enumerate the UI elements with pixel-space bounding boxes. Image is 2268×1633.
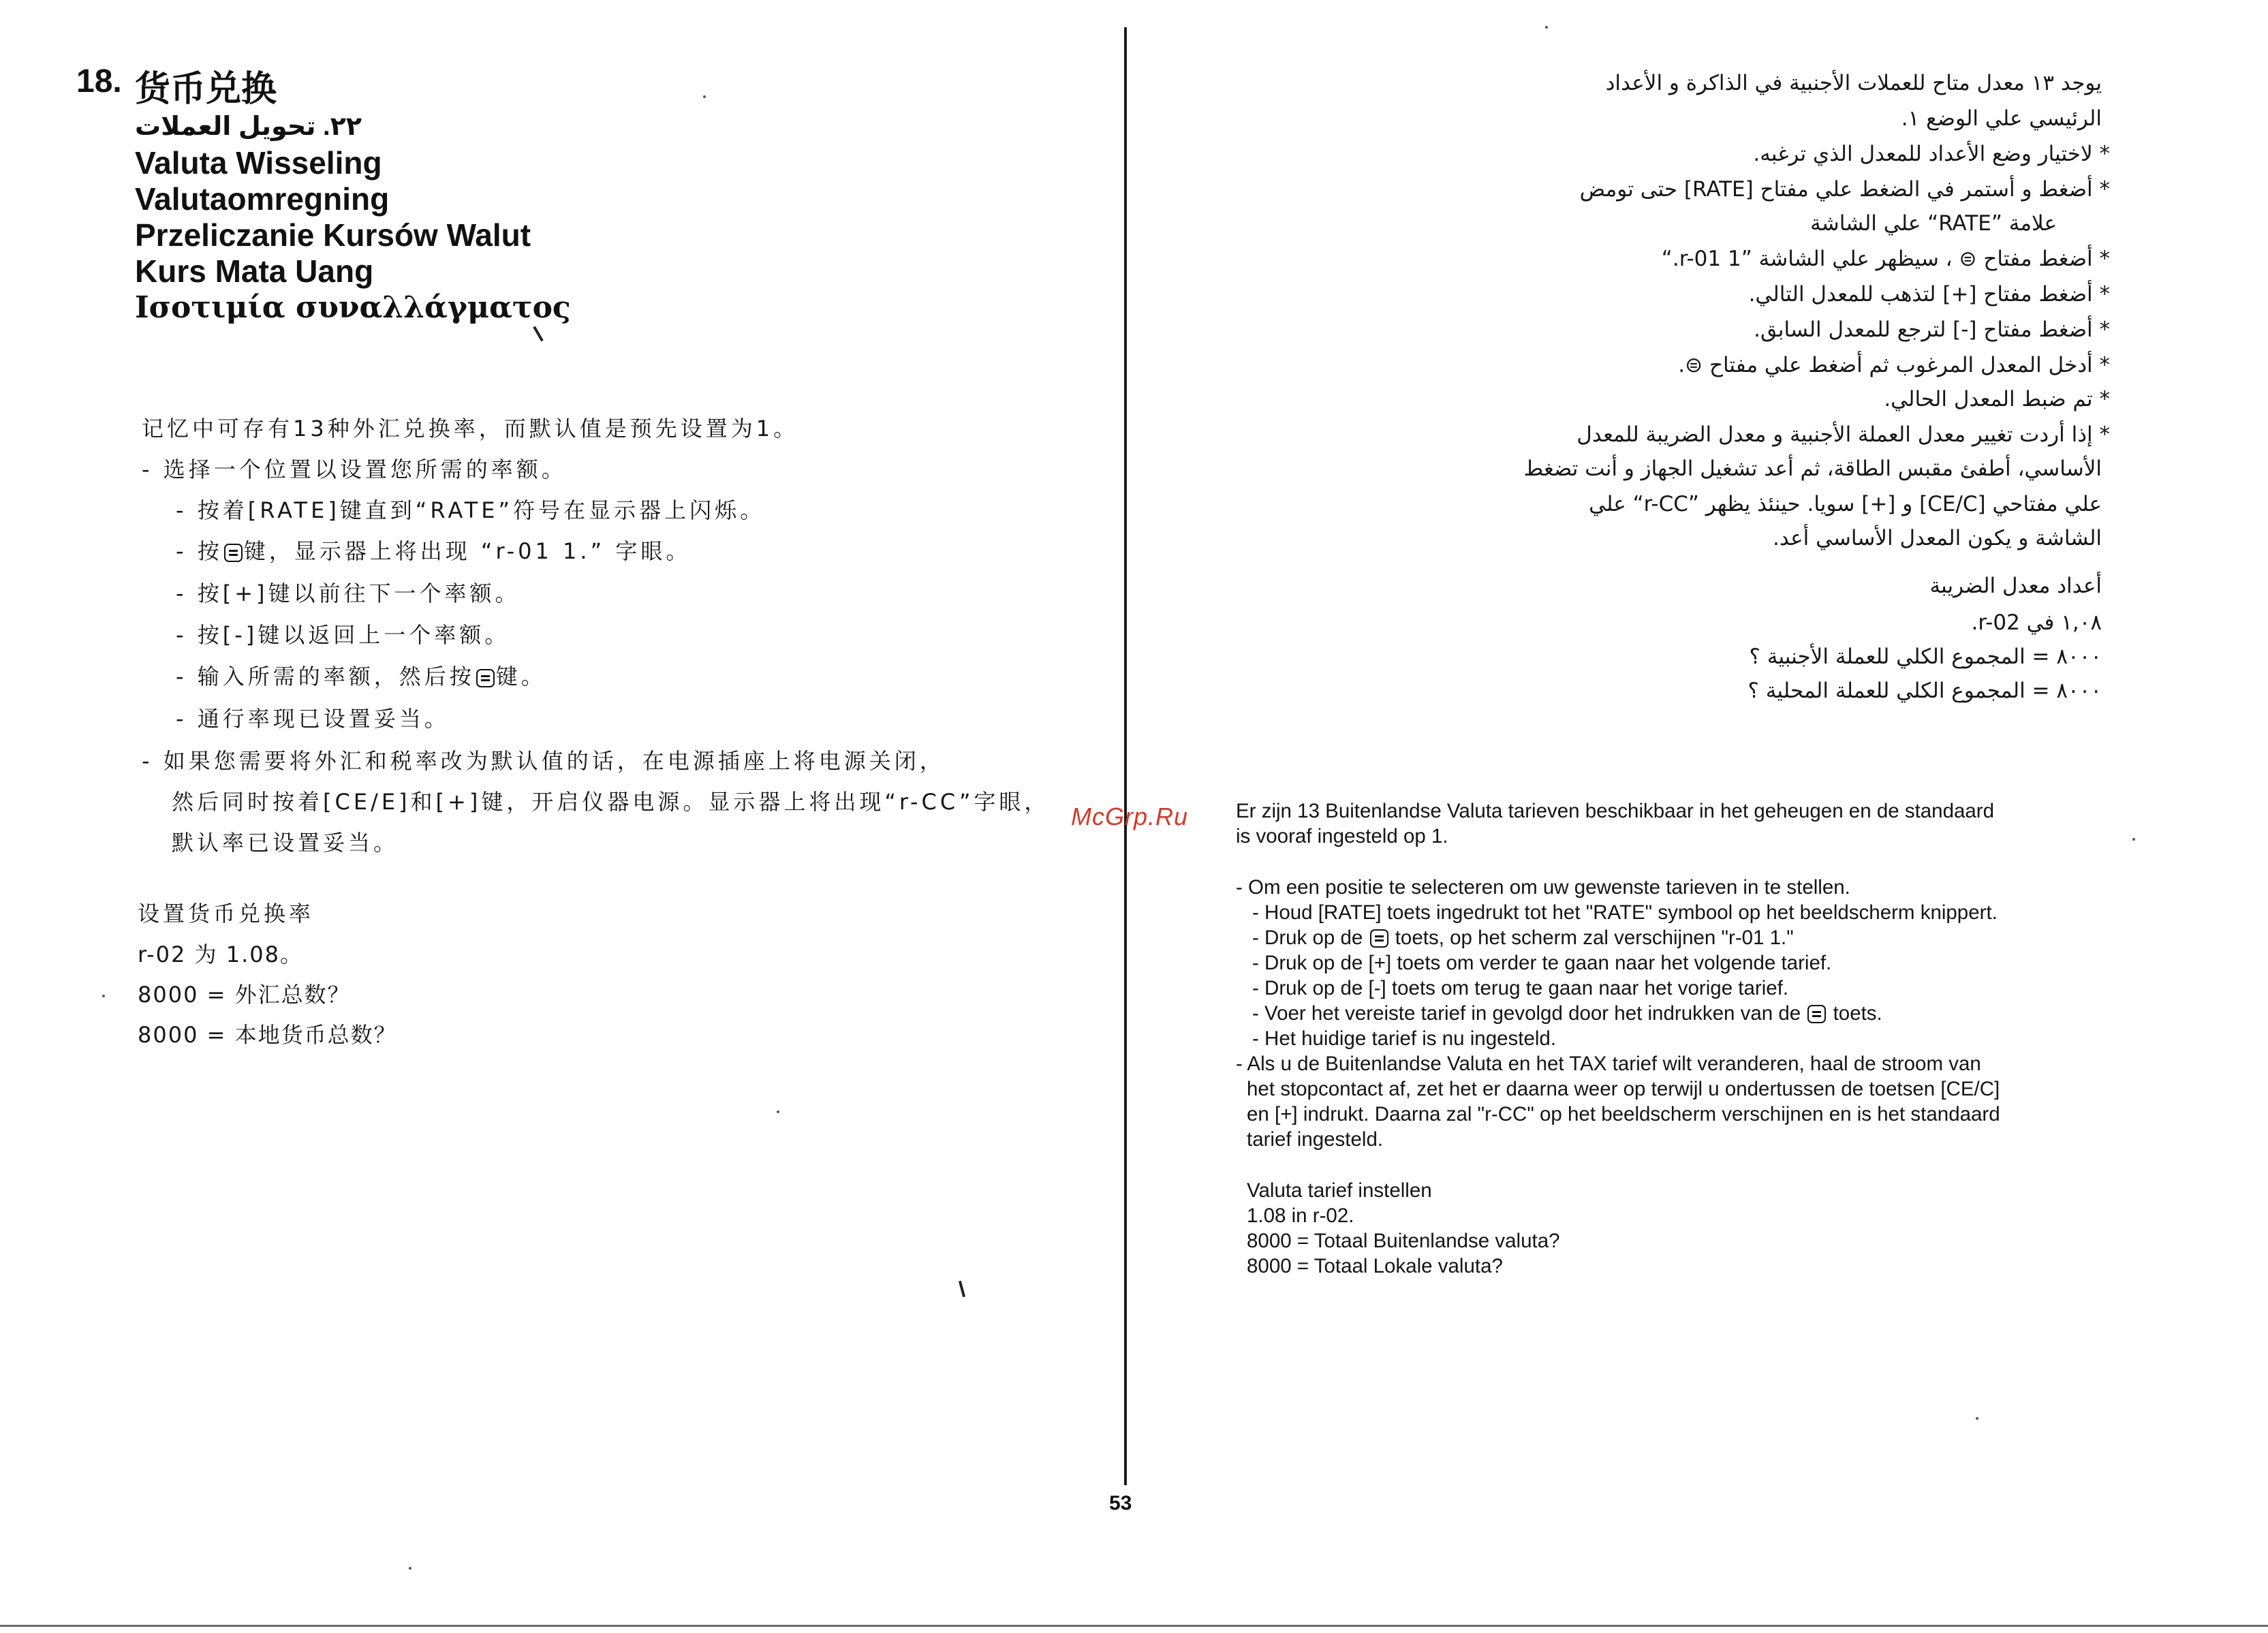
nl-line-13: tarief ingesteld. bbox=[1247, 1128, 1384, 1151]
nl-line-10: - Als u de Buitenlandse Valuta en het TAX tarief wilt veranderen, haal de stroom van bbox=[1236, 1053, 1981, 1075]
nl-line-6: - Druk op de [+] toets om verder te gaan naar het volgende tarief. bbox=[1252, 952, 1832, 974]
scan-bottom-edge bbox=[0, 1625, 2268, 1627]
zh-step-1: - 按着[RATE]键直到“RATE”符号在显示器上闪烁。 bbox=[176, 497, 766, 523]
scan-speck bbox=[777, 1110, 779, 1113]
nl-line-8-b: toets. bbox=[1833, 1002, 1882, 1025]
scan-speck bbox=[102, 995, 105, 997]
nl-line-5-a: - Druk op de bbox=[1252, 927, 1363, 949]
ar-line-13: علي مفتاحي [CE/C] و [+] سويا. حينئذ يظهر ”r-CC“ علي bbox=[1589, 492, 2102, 516]
zh-example-3: 8000 = 本地货币总数？ bbox=[138, 1022, 397, 1048]
scan-speck bbox=[703, 95, 706, 98]
ar-line-10: * تم ضبط المعدل الحالي. bbox=[1884, 387, 2110, 411]
nl-line-12: en [+] indrukt. Daarna zal "r-CC" op het beeldscherm verschijnen en is het standaard bbox=[1247, 1103, 2000, 1125]
zh-select: - 选择一个位置以设置您所需的率额。 bbox=[142, 456, 567, 482]
section-title-pl: Przeliczanie Kursów Walut bbox=[135, 217, 531, 253]
watermark: McGrp.Ru bbox=[1071, 803, 1189, 830]
ar-line-6: * أضغط مفتاح ⊜ ، سيظهر علي الشاشة ”r-01 1.“ bbox=[1661, 247, 2110, 271]
section-title-zh: 货币兑换 bbox=[135, 69, 277, 110]
equals-key-icon bbox=[224, 544, 243, 562]
ar-line-11: * إذا أردت تغيير معدل العملة الأجنبية و معدل الضريبة للمعدل bbox=[1576, 422, 2110, 447]
ar-line-1: يوجد ١٣ معدل متاح للعملات الأجنبية في الذاكرة و الأعداد bbox=[1605, 71, 2102, 95]
section-title-el: Ισοτιμία συναλλάγματος bbox=[135, 290, 571, 325]
page-divider bbox=[1124, 27, 1127, 1485]
scan-mark bbox=[533, 326, 543, 342]
equals-key-icon bbox=[1807, 1005, 1826, 1023]
nl-line-1: Er zijn 13 Buitenlandse Valuta tarieven beschikbaar in het geheugen en de standaard bbox=[1236, 800, 1995, 822]
ar-line-2: الرئيسي علي الوضع ١. bbox=[1901, 106, 2102, 131]
section-number: 18. bbox=[76, 63, 122, 99]
nl-line-16: 8000 = Totaal Buitenlandse valuta? bbox=[1247, 1230, 1560, 1252]
nl-line-4: - Houd [RATE] toets ingedrukt tot het "RATE" symbool op het beeldscherm knippert. bbox=[1252, 901, 1998, 924]
zh-step-5-a: - 输入所需的率额，然后按 bbox=[176, 664, 475, 689]
zh-example-title: 设置货币兑换率 bbox=[138, 901, 315, 927]
ar-line-3: * لاختيار وضع الأعداد للمعدل الذي ترغبه. bbox=[1753, 142, 2110, 166]
zh-reset-1: - 如果您需要将外汇和税率改为默认值的话，在电源插座上将电源关闭， bbox=[142, 748, 945, 774]
scan-mark bbox=[959, 1281, 965, 1297]
ar-line-14: الشاشة و يكون المعدل الأساسي أعد. bbox=[1772, 526, 2102, 550]
section-title-ar: ٢٢. تحويل العملات bbox=[135, 112, 362, 141]
nl-line-9: - Het huidige tarief is nu ingesteld. bbox=[1252, 1027, 1557, 1050]
nl-line-8-a: - Voer het vereiste tarief in gevolgd door het indrukken van de bbox=[1252, 1002, 1801, 1025]
ar-line-16: ١,٠٨ في r-02. bbox=[1971, 610, 2102, 635]
zh-step-5-b: 键。 bbox=[495, 664, 546, 689]
zh-example-1: r-02 为 1.08。 bbox=[138, 942, 303, 967]
zh-example-2: 8000 = 外汇总数？ bbox=[138, 982, 351, 1008]
nl-line-17: 8000 = Totaal Lokale valuta? bbox=[1247, 1255, 1503, 1277]
zh-step-2-a: - 按 bbox=[176, 538, 223, 564]
nl-line-7: - Druk op de [-] toets om terug te gaan naar het vorige tarief. bbox=[1252, 977, 1789, 999]
ar-line-9: * أدخل المعدل المرغوب ثم أضغط علي مفتاح ⊜. bbox=[1678, 353, 2110, 377]
nl-line-5 bbox=[1252, 927, 1794, 950]
zh-reset-3: 默认率已设置妥当。 bbox=[172, 830, 399, 856]
nl-line-14: Valuta tarief instellen bbox=[1247, 1179, 1432, 1202]
zh-step-4: - 按[-]键以返回上一个率额。 bbox=[176, 622, 510, 648]
nl-line-2: is vooraf ingesteld op 1. bbox=[1236, 825, 1448, 847]
nl-line-3: - Om een positie te selecteren om uw gewenste tarieven in te stellen. bbox=[1236, 876, 1850, 899]
ar-line-18: ٨٠٠٠ = المجموع الكلي للعملة المحلية ؟ bbox=[1747, 679, 2102, 703]
ar-line-4: * أضغط و أستمر في الضغط علي مفتاح [RATE] حتى تومض bbox=[1579, 177, 2110, 202]
scan-speck bbox=[409, 1567, 411, 1570]
nl-line-8 bbox=[1252, 1002, 1882, 1025]
ar-line-15: أعداد معدل الضريبة bbox=[1929, 574, 2102, 598]
zh-step-2-b: 键，显示器上将出现 “r-01 1.” 字眼。 bbox=[243, 538, 692, 564]
zh-intro: 记忆中可存有13种外汇兑换率，而默认值是预先设置为1。 bbox=[142, 416, 799, 441]
ar-line-7: * أضغط مفتاح [+] لتذهب للمعدل التالي. bbox=[1748, 282, 2110, 307]
nl-line-11: het stopcontact af, zet het er daarna weer op terwijl u ondertussen de toetsen [CE/C] bbox=[1247, 1078, 2000, 1100]
scan-speck bbox=[2132, 838, 2135, 841]
ar-line-12: الأساسي، أطفئ مقبس الطاقة، ثم أعد تشغيل الجهاز و أنت تضغط bbox=[1523, 456, 2102, 481]
ar-line-8: * أضغط مفتاح [-] لترجع للمعدل السابق. bbox=[1754, 317, 2110, 342]
zh-step-2 bbox=[176, 534, 691, 565]
equals-key-icon bbox=[476, 669, 495, 687]
section-title-id: Kurs Mata Uang bbox=[135, 253, 374, 289]
ar-line-17: ٨٠٠٠ = المجموع الكلي للعملة الأجنبية ؟ bbox=[1749, 644, 2102, 669]
zh-reset-2: 然后同时按着[CE/E]和[+]键，开启仪器电源。显示器上将出现“r-CC”字眼， bbox=[172, 789, 1050, 815]
nl-line-15: 1.08 in r-02. bbox=[1247, 1204, 1354, 1227]
ar-line-5: علامة ”RATE“ علي الشاشة bbox=[1810, 211, 2057, 236]
equals-key-icon bbox=[1370, 929, 1388, 948]
zh-step-3: - 按[+]键以前往下一个率额。 bbox=[176, 580, 521, 606]
page-number: 53 bbox=[1109, 1492, 1132, 1514]
scan-speck bbox=[1976, 1417, 1978, 1420]
section-title-nl: Valuta Wisseling bbox=[135, 145, 382, 181]
section-titles bbox=[135, 109, 571, 326]
nl-line-5-b: toets, op het scherm zal verschijnen "r-01 1." bbox=[1395, 927, 1794, 949]
section-title-no: Valutaomregning bbox=[135, 181, 390, 217]
zh-step-6: - 通行率现已设置妥当。 bbox=[176, 706, 450, 732]
zh-step-5 bbox=[176, 659, 546, 691]
scan-speck bbox=[1545, 26, 1548, 29]
